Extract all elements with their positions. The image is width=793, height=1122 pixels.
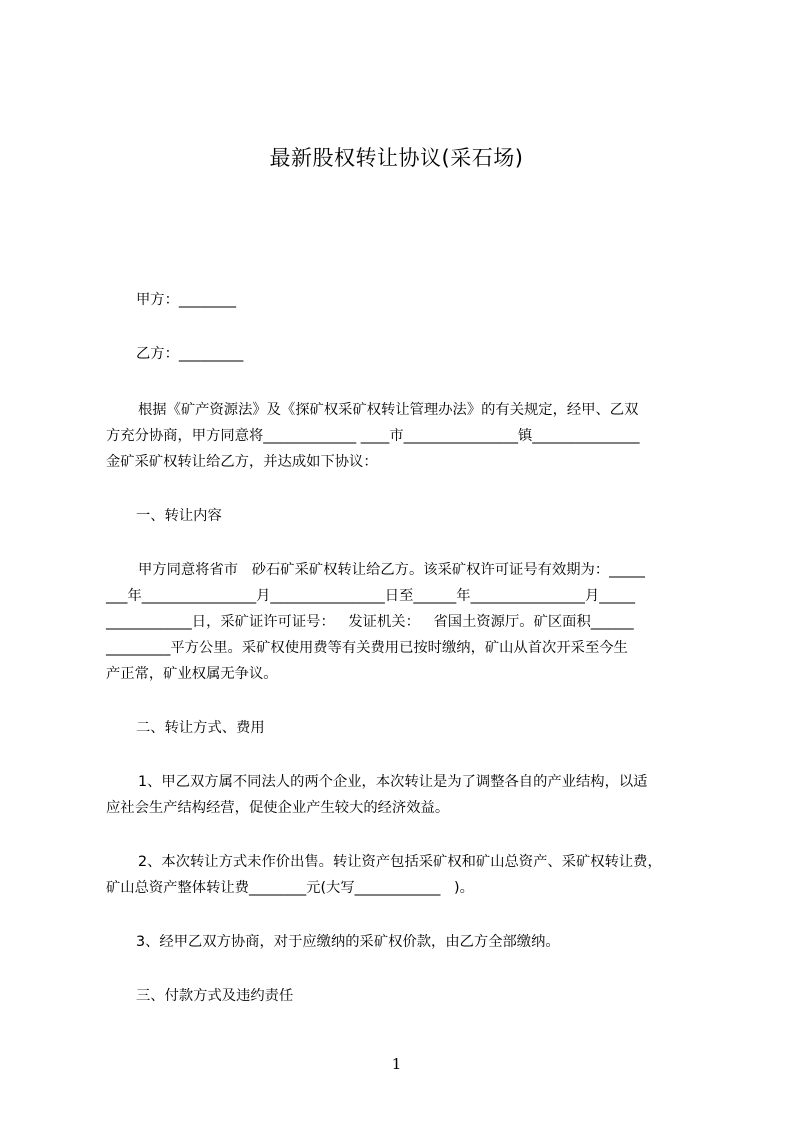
- section3-heading: 三、付款方式及违约责任: [136, 988, 294, 1004]
- section1-line-2: ___年________________月________________日至______年________________月_____: [106, 588, 635, 604]
- section2-item1-line-1: 1、甲乙双方属不同法人的两个企业，本次转让是为了调整各自的产业结构，以适: [138, 774, 648, 790]
- section2-item2-line-2: 矿山总资产整体转让费________元(大写____________ )。: [106, 880, 474, 896]
- section1-line-5: 产正常，矿业权属无争议。: [106, 666, 278, 682]
- intro-line-2: 方充分协商，甲方同意将_____________ ____市________________镇_______________: [106, 428, 640, 444]
- section2-item1-line-2: 应社会生产结构经营，促使企业产生较大的经济效益。: [106, 800, 450, 816]
- page-number: 1: [391, 1055, 402, 1073]
- section2-item3: 3、经甲乙双方协商，对于应缴纳的采矿权价款，由乙方全部缴纳。: [136, 934, 560, 950]
- party-a-line: 甲方：________: [136, 292, 237, 308]
- section2-item2-line-1: 2、本次转让方式未作价出售。转让资产包括采矿权和矿山总资产、采矿权转让费，: [138, 854, 662, 870]
- page-title: 最新股权转让协议(采石场): [269, 146, 524, 170]
- intro-line-3: 金矿采矿权转让给乙方，并达成如下协议：: [106, 454, 378, 470]
- section1-heading: 一、转让内容: [136, 508, 222, 524]
- section2-heading: 二、转让方式、费用: [136, 720, 265, 736]
- section1-line-1: 甲方同意将省市 砂石矿采矿权转让给乙方。该采矿权许可证号有效期为：_____: [138, 562, 645, 578]
- section1-line-4: _________平方公里。采矿权使用费等有关费用已按时缴纳，矿山从首次开采至今生: [106, 640, 628, 656]
- intro-line-1: 根据《矿产资源法》及《探矿权采矿权转让管理办法》的有关规定，经甲、乙双: [138, 402, 639, 418]
- section1-line-3: ____________日，采矿证许可证号： 发证机关： 省国土资源厅。矿区面积______: [106, 614, 634, 630]
- party-b-line: 乙方：_________: [136, 346, 244, 362]
